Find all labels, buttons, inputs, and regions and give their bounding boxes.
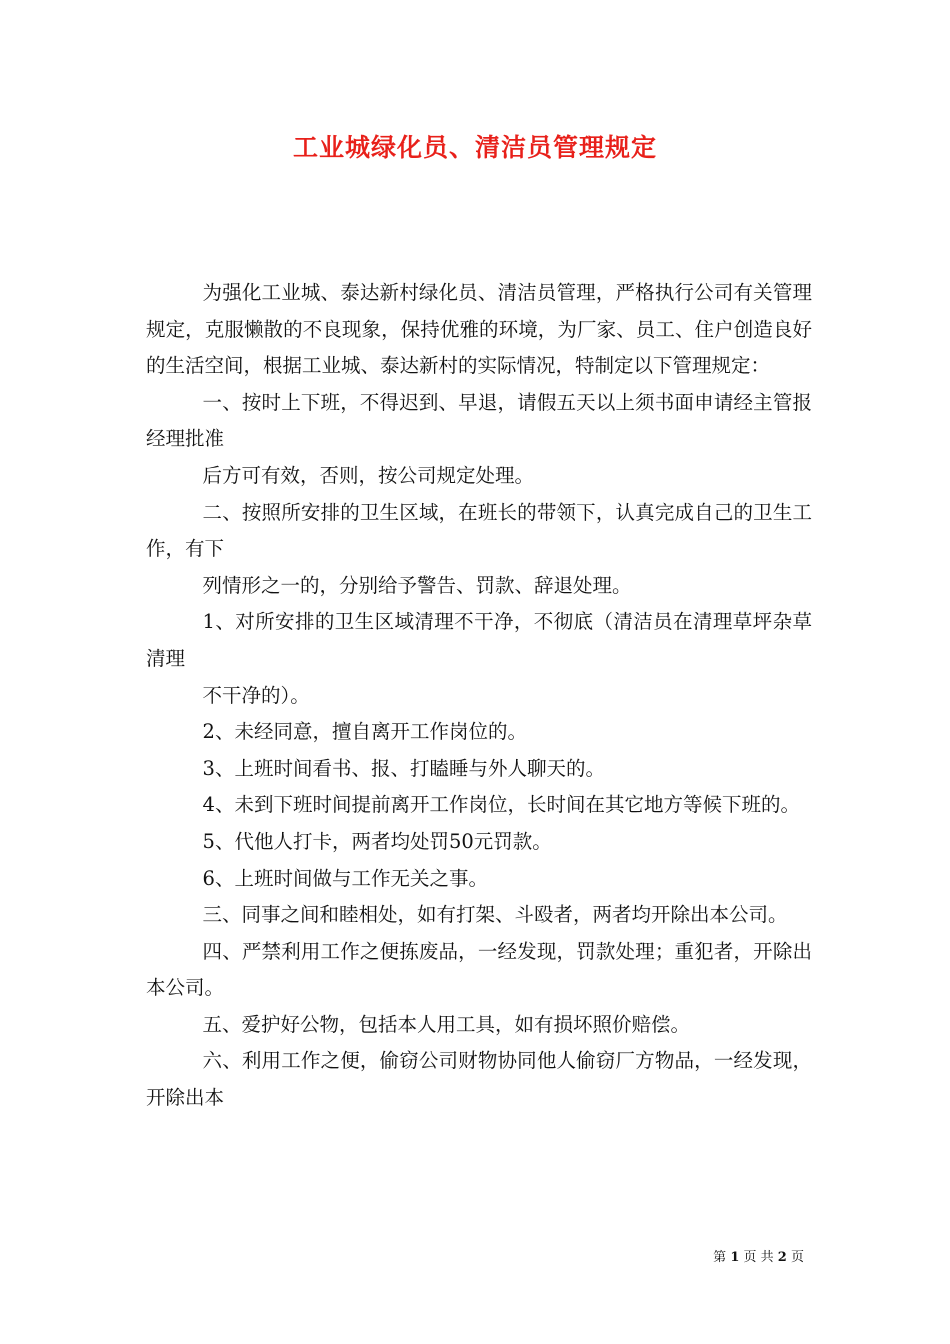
- paragraph-rule-3: 三、同事之间和睦相处，如有打架、斗殴者，两者均开除出本公司。: [202, 903, 788, 927]
- paragraph-intro: 为强化工业城、泰达新村绿化员、清洁员管理，严格执行公司有关管理规定，克服懒散的不良现象，保持优雅的环境，为厂家、员工、住户创造良好的生活空间，根据工业城、泰达新村的实际情况，特制定以下管理规定：: [146, 281, 812, 378]
- footer-suffix: 页: [790, 1250, 804, 1265]
- paragraph-item-1-cont: 不干净的）。: [202, 683, 310, 707]
- footer-current-page: 1: [730, 1250, 740, 1265]
- paragraph-rule-1-cont: 后方可有效，否则，按公司规定处理。: [202, 463, 535, 487]
- paragraph-item-5: 5、代他人打卡，两者均处罚50元罚款。: [202, 829, 552, 853]
- paragraph-rule-5: 五、爱护好公物，包括本人用工具，如有损坏照价赔偿。: [202, 1012, 691, 1036]
- document-title: 工业城绿化员、清洁员管理规定: [292, 133, 657, 162]
- paragraph-item-2: 2、未经同意，擅自离开工作岗位的。: [202, 720, 527, 744]
- paragraph-rule-2-cont: 列情形之一的，分别给予警告、罚款、辞退处理。: [202, 573, 632, 597]
- document-body: [146, 275, 812, 1117]
- footer-total-pages: 2: [777, 1250, 787, 1265]
- paragraph-rule-2: 二、按照所安排的卫生区域，在班长的带领下，认真完成自己的卫生工作，有下: [146, 500, 812, 561]
- paragraph-item-4: 4、未到下班时间提前离开工作岗位，长时间在其它地方等候下班的。: [202, 793, 800, 817]
- paragraph-item-6: 6、上班时间做与工作无关之事。: [202, 866, 488, 890]
- paragraph-rule-6: 六、利用工作之便，偷窃公司财物协同他人偷窃厂方物品，一经发现，开除出本: [146, 1049, 812, 1110]
- paragraph-rule-4: 四、严禁利用工作之便拣废品，一经发现，罚款处理；重犯者，开除出本公司。: [146, 939, 812, 1000]
- footer-prefix: 第: [713, 1250, 727, 1265]
- footer-middle: 页 共: [743, 1250, 774, 1265]
- paragraph-item-3: 3、上班时间看书、报、打瞌睡与外人聊天的。: [202, 756, 605, 780]
- page-footer: [713, 1246, 804, 1265]
- paragraph-item-1: 1、对所安排的卫生区域清理不干净，不彻底（清洁员在清理草坪杂草清理: [146, 610, 812, 670]
- paragraph-rule-1: 一、按时上下班，不得迟到、早退，请假五天以上须书面申请经主管报经理批准: [146, 390, 812, 451]
